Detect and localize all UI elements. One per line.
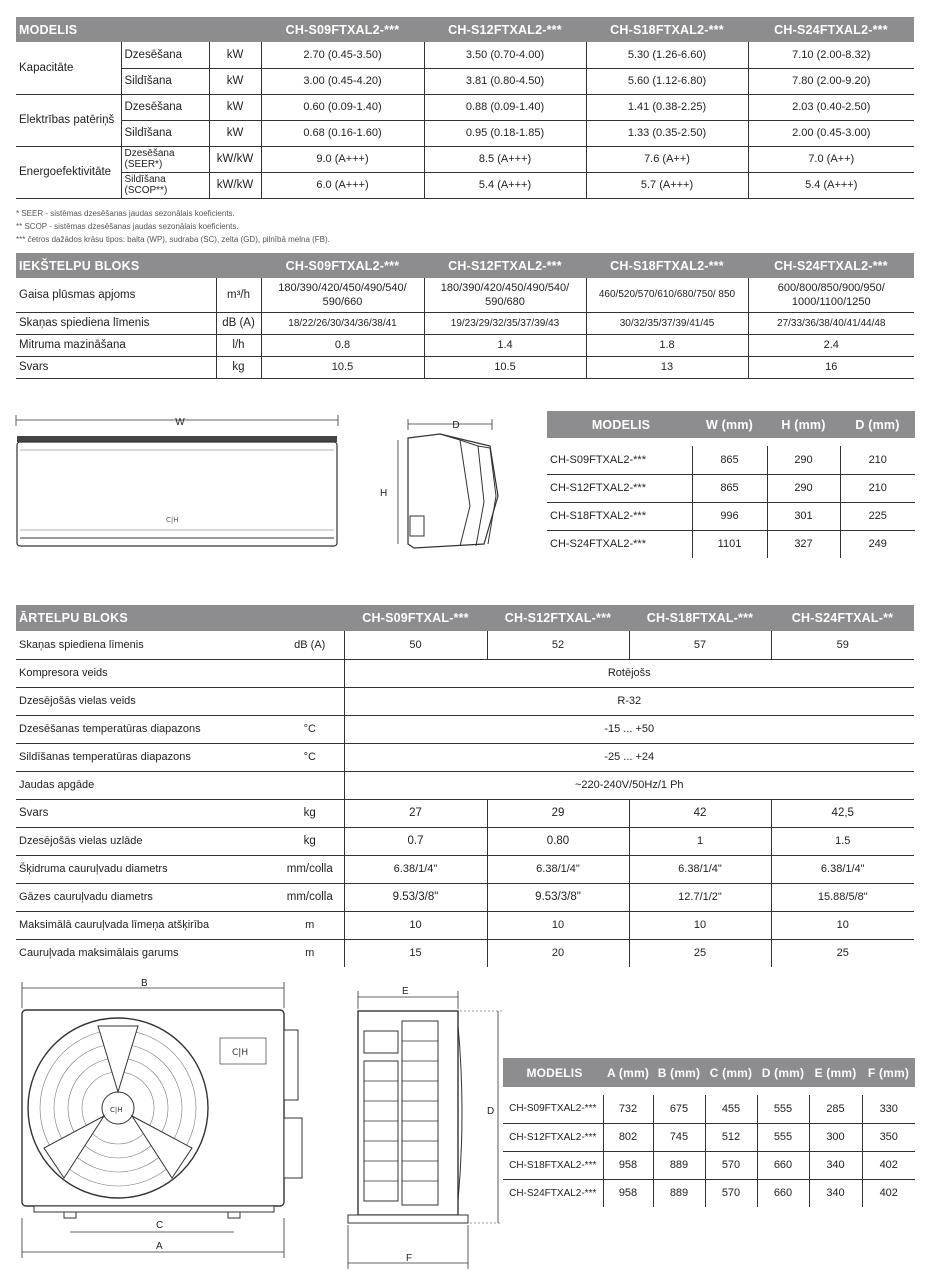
footnote: *** četros dažādos krāsu tipos: balta (WP), sudraba (SC), zelta (GD), pilnībā melna (FB).	[16, 235, 330, 244]
value-cell: 5.7 (A+++)	[586, 172, 748, 198]
table-row	[16, 659, 914, 687]
value-cell: 555	[757, 1123, 809, 1151]
value-cell: 802	[603, 1123, 653, 1151]
spacer	[547, 438, 692, 446]
table-row	[16, 883, 914, 911]
table-row	[16, 94, 914, 120]
header-cell: CH-S09FTXAL2-***	[261, 17, 424, 42]
header-cell: CH-S24FTXAL-**	[771, 605, 914, 631]
mode-cell: Sildīšana	[121, 120, 209, 146]
row-label: Maksimālā cauruļvada līmeņa atšķirība	[16, 911, 276, 939]
unit-cell: °C	[276, 715, 344, 743]
header-cell: D (mm)	[757, 1058, 809, 1087]
value-cell: 732	[603, 1095, 653, 1123]
value-cell: 340	[809, 1151, 862, 1179]
value-cell: 3.50 (0.70-4.00)	[424, 42, 586, 68]
header-cell: A (mm)	[603, 1058, 653, 1087]
model-cell: CH-S12FTXAL2-***	[547, 474, 692, 502]
value-cell: 889	[653, 1151, 705, 1179]
unit-cell: kW	[209, 120, 261, 146]
value-cell: 10	[487, 911, 629, 939]
table-row	[16, 278, 914, 312]
value-cell: 2.70 (0.45-3.50)	[261, 42, 424, 68]
spacer	[840, 438, 915, 446]
spacer	[692, 438, 767, 446]
table-row	[16, 631, 914, 659]
value-cell: 0.60 (0.09-1.40)	[261, 94, 424, 120]
value-cell: 50	[344, 631, 487, 659]
value-cell: 15	[344, 939, 487, 967]
table-row	[503, 1151, 915, 1179]
value-cell: 0.88 (0.09-1.40)	[424, 94, 586, 120]
value-cell: 9.53/3/8"	[344, 883, 487, 911]
table-row	[16, 715, 914, 743]
outdoor-side-drawing	[340, 985, 505, 1273]
table-row	[16, 172, 914, 198]
table-row	[16, 799, 914, 827]
header-cell: CH-S18FTXAL2-***	[586, 17, 748, 42]
outdoor-dimensions-table	[503, 1058, 915, 1207]
header-cell: D (mm)	[840, 411, 915, 438]
value-cell: 13	[586, 356, 748, 378]
model-cell: CH-S09FTXAL2-***	[503, 1095, 603, 1123]
value-cell: 19/23/29/32/35/37/39/43	[424, 312, 586, 334]
logo-icon: C|H	[110, 1106, 123, 1114]
table-row	[16, 771, 914, 799]
table-row	[547, 530, 915, 558]
value-cell: 25	[629, 939, 771, 967]
table-row	[16, 855, 914, 883]
value-cell: 210	[840, 446, 915, 474]
row-label: Kompresora veids	[16, 659, 276, 687]
unit-cell: dB (A)	[216, 312, 261, 334]
header-cell: CH-S12FTXAL-***	[487, 605, 629, 631]
row-label: Skaņas spiediena līmenis	[16, 631, 276, 659]
model-cell: CH-S09FTXAL2-***	[547, 446, 692, 474]
w-label: W	[175, 417, 185, 428]
table-row	[503, 1095, 915, 1123]
value-cell: 25	[771, 939, 914, 967]
value-cell: 5.60 (1.12-6.80)	[586, 68, 748, 94]
spacer	[503, 1087, 603, 1095]
mode-cell: Sildīšana (SCOP**)	[121, 172, 209, 198]
row-label: Dzesēšanas temperatūras diapazons	[16, 715, 276, 743]
unit-cell: mm/colla	[276, 883, 344, 911]
value-cell: 6.38/1/4"	[629, 855, 771, 883]
d-label: D	[487, 1106, 495, 1117]
mode-cell: Dzesēšana	[121, 42, 209, 68]
value-cell: 958	[603, 1179, 653, 1207]
value-cell: 16	[748, 356, 914, 378]
unit-cell: m³/h	[216, 278, 261, 312]
group-label: Energoefektivitāte	[16, 146, 121, 198]
value-cell: 455	[705, 1095, 757, 1123]
h-label: H	[380, 488, 388, 499]
value-cell: -25 ... +24	[344, 743, 914, 771]
value-cell: 290	[767, 474, 840, 502]
logo-icon: C|H	[166, 516, 179, 524]
value-cell: 675	[653, 1095, 705, 1123]
value-cell: 10	[629, 911, 771, 939]
indoor-side-drawing	[380, 416, 510, 552]
value-cell: 285	[809, 1095, 862, 1123]
unit-cell: kW	[209, 94, 261, 120]
value-cell: 10	[344, 911, 487, 939]
spacer	[653, 1087, 705, 1095]
value-cell: 327	[767, 530, 840, 558]
unit-cell: mm/colla	[276, 855, 344, 883]
table-row	[16, 146, 914, 172]
table-row	[16, 120, 914, 146]
mode-cell: Dzesēšana (SEER*)	[121, 146, 209, 172]
table-header-row	[16, 17, 914, 42]
row-label: Svars	[16, 799, 276, 827]
indoor-unit-table	[16, 253, 914, 379]
value-cell: 52	[487, 631, 629, 659]
header-cell: B (mm)	[653, 1058, 705, 1087]
value-cell: 996	[692, 502, 767, 530]
value-cell: 865	[692, 474, 767, 502]
header-cell: CH-S09FTXAL2-***	[261, 253, 424, 278]
value-cell: 27/33/36/38/40/41/44/48	[748, 312, 914, 334]
value-cell: R-32	[344, 687, 914, 715]
row-label: Gaisa plūsmas apjoms	[16, 278, 216, 312]
value-cell: 5.30 (1.26-6.60)	[586, 42, 748, 68]
value-cell: 9.0 (A+++)	[261, 146, 424, 172]
value-cell: 865	[692, 446, 767, 474]
unit-cell: kg	[276, 827, 344, 855]
header-cell: CH-S12FTXAL2-***	[424, 17, 586, 42]
value-cell: Rotējošs	[344, 659, 914, 687]
header-cell: CH-S18FTXAL-***	[629, 605, 771, 631]
model-cell: CH-S24FTXAL2-***	[550, 538, 646, 551]
value-cell: 29	[487, 799, 629, 827]
value-cell: 350	[862, 1123, 915, 1151]
spacer	[862, 1087, 915, 1095]
table-header-row	[547, 411, 915, 438]
value-cell: 5.4 (A+++)	[748, 172, 914, 198]
unit-cell: kg	[276, 799, 344, 827]
row-label: Gāzes cauruļvadu diametrs	[16, 883, 276, 911]
unit-cell: °C	[276, 743, 344, 771]
header-cell: MODELIS	[547, 411, 692, 438]
value-cell: -15 ... +50	[344, 715, 914, 743]
value-cell: 1.8	[586, 334, 748, 356]
header-cell: F (mm)	[862, 1058, 915, 1087]
spacer	[603, 1087, 653, 1095]
row-label: Šķidruma cauruļvadu diametrs	[16, 855, 276, 883]
spacer	[767, 438, 840, 446]
header-cell: H (mm)	[767, 411, 840, 438]
unit-cell	[276, 687, 344, 715]
value-cell: 27	[344, 799, 487, 827]
table-row	[503, 1123, 915, 1151]
value-cell: 7.10 (2.00-8.32)	[748, 42, 914, 68]
header-cell: E (mm)	[809, 1058, 862, 1087]
row-label: Svars	[16, 356, 216, 378]
header-cell: CH-S18FTXAL2-***	[586, 253, 748, 278]
table-row	[16, 939, 914, 967]
unit-cell: l/h	[216, 334, 261, 356]
value-cell: 1101	[692, 530, 767, 558]
value-cell: 2.00 (0.45-3.00)	[748, 120, 914, 146]
value-cell: 1.33 (0.35-2.50)	[586, 120, 748, 146]
row-label: Sildīšanas temperatūras diapazons	[16, 743, 276, 771]
value-cell: 59	[771, 631, 914, 659]
value-cell: 600/800/850/900/950/ 1000/1100/1250	[748, 278, 914, 312]
value-cell: 555	[757, 1095, 809, 1123]
table-row	[16, 68, 914, 94]
value-cell: 225	[840, 502, 915, 530]
value-cell: 3.81 (0.80-4.50)	[424, 68, 586, 94]
model-cell: CH-S24FTXAL2-***	[509, 1187, 597, 1199]
value-cell: 300	[809, 1123, 862, 1151]
table-row	[16, 827, 914, 855]
performance-table	[16, 17, 914, 199]
model-cell: CH-S18FTXAL2-***	[503, 1151, 603, 1179]
value-cell: 889	[653, 1179, 705, 1207]
mode-cell: Sildīšana	[121, 68, 209, 94]
group-label: Elektrības patēriņš	[16, 94, 121, 146]
table-row	[547, 446, 915, 474]
row-label: Mitruma mazināšana	[16, 334, 216, 356]
value-cell: 301	[767, 502, 840, 530]
value-cell: 0.95 (0.18-1.85)	[424, 120, 586, 146]
indoor-dimensions-table	[547, 411, 915, 558]
value-cell: 340	[809, 1179, 862, 1207]
row-label: Cauruļvada maksimālais garums	[19, 947, 179, 960]
value-cell: 570	[705, 1179, 757, 1207]
table-header-row	[16, 253, 914, 278]
value-cell: 660	[757, 1179, 809, 1207]
header-cell: C (mm)	[705, 1058, 757, 1087]
unit-cell: dB (A)	[276, 631, 344, 659]
value-cell: 958	[603, 1151, 653, 1179]
value-cell: 12.7/1/2"	[629, 883, 771, 911]
value-cell: 330	[862, 1095, 915, 1123]
value-cell: 512	[705, 1123, 757, 1151]
header-cell: CH-S24FTXAL2-***	[748, 253, 914, 278]
value-cell: 249	[840, 530, 915, 558]
header-cell	[276, 605, 344, 631]
outdoor-unit-table	[16, 605, 914, 967]
value-cell: 10.5	[424, 356, 586, 378]
value-cell: 2.03 (0.40-2.50)	[748, 94, 914, 120]
d-label: D	[452, 420, 460, 431]
table-row	[503, 1179, 915, 1207]
spacer	[757, 1087, 809, 1095]
header-cell: W (mm)	[692, 411, 767, 438]
table-row	[547, 474, 915, 502]
value-cell: 15.88/5/8"	[771, 883, 914, 911]
unit-cell: kW	[209, 68, 261, 94]
header-cell: ĀRTELPU BLOKS	[16, 605, 276, 631]
outdoor-front-drawing	[14, 978, 314, 1268]
value-cell: 1.5	[771, 827, 914, 855]
value-cell: 5.4 (A+++)	[424, 172, 586, 198]
value-cell: 57	[629, 631, 771, 659]
row-label: Dzesējošās vielas veids	[16, 687, 276, 715]
table-row	[16, 911, 914, 939]
value-cell: 7.80 (2.00-9.20)	[748, 68, 914, 94]
table-row	[16, 312, 914, 334]
table-header-row	[16, 605, 914, 631]
header-cell: MODELIS	[503, 1058, 603, 1087]
value-cell: 745	[653, 1123, 705, 1151]
row-label: Skaņas spiediena līmenis	[16, 312, 216, 334]
value-cell: 3.00 (0.45-4.20)	[261, 68, 424, 94]
indoor-front-drawing	[14, 412, 344, 552]
value-cell: 42	[629, 799, 771, 827]
value-cell: 9.53/3/8"	[487, 883, 629, 911]
value-cell: 10.5	[261, 356, 424, 378]
value-cell: 2.4	[748, 334, 914, 356]
spacer	[809, 1087, 862, 1095]
unit-cell: kg	[216, 356, 261, 378]
value-cell: 7.0 (A++)	[748, 146, 914, 172]
table-row	[16, 356, 914, 378]
value-cell: 1	[629, 827, 771, 855]
header-cell: MODELIS	[16, 17, 261, 42]
unit-cell: kW	[209, 42, 261, 68]
a-label: A	[156, 1241, 163, 1252]
table-header-row	[503, 1058, 915, 1087]
mode-cell: Dzesēšana	[121, 94, 209, 120]
value-cell: 6.38/1/4"	[487, 855, 629, 883]
table-row	[16, 42, 914, 68]
value-cell: 1.4	[424, 334, 586, 356]
value-cell: 180/390/420/450/490/540/ 590/660	[261, 278, 424, 312]
value-cell: 290	[767, 446, 840, 474]
value-cell: 10	[771, 911, 914, 939]
value-cell: 18/22/26/30/34/36/38/41	[261, 312, 424, 334]
row-label: Jaudas apgāde	[16, 771, 276, 799]
value-cell: 8.5 (A+++)	[424, 146, 586, 172]
value-cell: 6.38/1/4"	[771, 855, 914, 883]
table-row	[16, 743, 914, 771]
c-label: C	[156, 1220, 164, 1231]
header-cell	[216, 253, 261, 278]
model-cell: CH-S12FTXAL2-***	[503, 1123, 603, 1151]
value-cell: 0.8	[261, 334, 424, 356]
f-label: F	[406, 1253, 413, 1264]
footnotes	[16, 207, 330, 246]
table-row	[16, 687, 914, 715]
footnote: * SEER - sistēmas dzesēšanas jaudas sezonālais koeficients.	[16, 209, 235, 218]
header-cell: CH-S09FTXAL-***	[344, 605, 487, 631]
value-cell: 42,5	[771, 799, 914, 827]
table-row	[16, 334, 914, 356]
value-cell: 6.0 (A+++)	[261, 172, 424, 198]
value-cell: 180/390/420/450/490/540/ 590/680	[424, 278, 586, 312]
value-cell: 0.80	[487, 827, 629, 855]
value-cell: 0.7	[344, 827, 487, 855]
header-cell: CH-S12FTXAL2-***	[424, 253, 586, 278]
value-cell: 460/520/570/610/680/750/ 850	[586, 278, 748, 312]
unit-cell: kW/kW	[209, 172, 261, 198]
unit-cell	[276, 659, 344, 687]
unit-cell	[276, 771, 344, 799]
spacer	[705, 1087, 757, 1095]
value-cell: 1.41 (0.38-2.25)	[586, 94, 748, 120]
value-cell: 570	[705, 1151, 757, 1179]
model-cell: CH-S18FTXAL2-***	[547, 502, 692, 530]
value-cell: 0.68 (0.16-1.60)	[261, 120, 424, 146]
value-cell: 30/32/35/37/39/41/45	[586, 312, 748, 334]
logo-icon: C|H	[232, 1048, 249, 1058]
b-label: B	[141, 978, 148, 989]
value-cell: 402	[862, 1179, 915, 1207]
value-cell: 210	[840, 474, 915, 502]
group-label: Kapacitāte	[16, 42, 121, 94]
unit-cell: m	[276, 911, 344, 939]
value-cell: 7.6 (A++)	[586, 146, 748, 172]
row-label: Dzesējošās vielas uzlāde	[16, 827, 276, 855]
unit-cell: m	[305, 947, 315, 960]
unit-cell: kW/kW	[209, 146, 261, 172]
value-cell: 402	[862, 1151, 915, 1179]
e-label: E	[402, 986, 409, 997]
table-row	[547, 502, 915, 530]
header-cell: CH-S24FTXAL2-***	[748, 17, 914, 42]
footnote: ** SCOP - sistēmas dzesēšanas jaudas sezonālais koeficients.	[16, 222, 239, 231]
value-cell: ~220-240V/50Hz/1 Ph	[344, 771, 914, 799]
header-cell: IEKŠTELPU BLOKS	[16, 253, 216, 278]
value-cell: 6.38/1/4"	[344, 855, 487, 883]
value-cell: 660	[757, 1151, 809, 1179]
value-cell: 20	[487, 939, 629, 967]
